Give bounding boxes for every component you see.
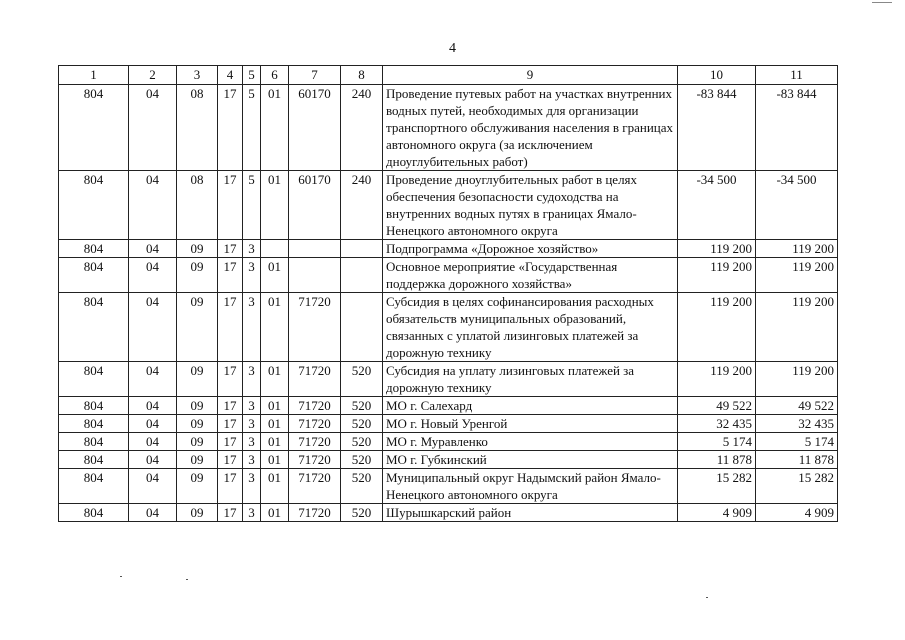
header-col-5: 5 [243,66,261,85]
cell-expense-type: 240 [341,171,383,240]
cell-subprogram: 3 [243,504,261,522]
cell-admin: 804 [59,504,129,522]
cell-expense-type: 520 [341,362,383,397]
cell-expense-type: 520 [341,451,383,469]
cell-activity: 01 [261,504,289,522]
cell-subsection: 09 [177,451,218,469]
cell-amount-11: 119 200 [756,240,838,258]
cell-amount-10: 15 282 [678,469,756,504]
cell-direction: 71720 [289,362,341,397]
cell-subprogram: 3 [243,469,261,504]
cell-amount-11: 11 878 [756,451,838,469]
cell-subprogram: 5 [243,85,261,171]
cell-subprogram: 3 [243,433,261,451]
cell-direction: 71720 [289,415,341,433]
table-row [59,362,838,397]
budget-table [58,65,838,522]
cell-subprogram: 3 [243,415,261,433]
header-col-11: 11 [756,66,838,85]
cell-admin: 804 [59,240,129,258]
header-col-9: 9 [383,66,678,85]
cell-amount-11: -83 844 [756,85,838,171]
cell-direction: 60170 [289,171,341,240]
cell-description: Проведение путевых работ на участках внутренних водных путей, необходимых для организации транспортного обслуживания населения в границах автономного округа (за исключением дноуглубительных работ) [383,85,678,171]
cell-amount-11: 119 200 [756,362,838,397]
scan-mark [872,2,892,3]
cell-expense-type [341,240,383,258]
table-row [59,171,838,240]
cell-admin: 804 [59,293,129,362]
scan-mark [186,579,188,580]
cell-description: Субсидия на уплату лизинговых платежей за дорожную технику [383,362,678,397]
cell-subsection: 09 [177,433,218,451]
cell-direction [289,258,341,293]
cell-subsection: 08 [177,85,218,171]
cell-subsection: 09 [177,240,218,258]
cell-amount-10: 119 200 [678,362,756,397]
cell-expense-type: 520 [341,469,383,504]
cell-subsection: 09 [177,293,218,362]
header-col-10: 10 [678,66,756,85]
cell-description: МО г. Губкинский [383,451,678,469]
cell-admin: 804 [59,85,129,171]
cell-description: МО г. Новый Уренгой [383,415,678,433]
cell-direction: 71720 [289,397,341,415]
cell-activity: 01 [261,397,289,415]
cell-expense-type: 520 [341,504,383,522]
cell-subprogram: 3 [243,362,261,397]
cell-amount-10: 32 435 [678,415,756,433]
cell-description: МО г. Салехард [383,397,678,415]
cell-amount-10: 119 200 [678,240,756,258]
header-col-7: 7 [289,66,341,85]
cell-amount-11: 119 200 [756,258,838,293]
cell-amount-11: 15 282 [756,469,838,504]
cell-activity: 01 [261,85,289,171]
cell-description: Субсидия в целях софинансирования расходных обязательств муниципальных образований, связанных с уплатой лизинговых платежей за дорожную технику [383,293,678,362]
cell-admin: 804 [59,362,129,397]
cell-expense-type: 520 [341,433,383,451]
cell-activity: 01 [261,293,289,362]
header-col-1: 1 [59,66,129,85]
cell-section: 04 [129,258,177,293]
cell-expense-type: 240 [341,85,383,171]
cell-amount-11: 4 909 [756,504,838,522]
cell-section: 04 [129,293,177,362]
cell-subprogram: 3 [243,397,261,415]
cell-program: 17 [218,240,243,258]
cell-subprogram: 3 [243,240,261,258]
cell-activity: 01 [261,451,289,469]
table-row [59,293,838,362]
cell-expense-type: 520 [341,415,383,433]
header-col-4: 4 [218,66,243,85]
page-number: 4 [449,41,456,56]
cell-program: 17 [218,451,243,469]
cell-amount-10: 5 174 [678,433,756,451]
table-row [59,433,838,451]
cell-activity: 01 [261,469,289,504]
cell-direction: 71720 [289,469,341,504]
table-row [59,85,838,171]
cell-amount-11: -34 500 [756,171,838,240]
cell-program: 17 [218,362,243,397]
cell-section: 04 [129,415,177,433]
cell-section: 04 [129,451,177,469]
cell-direction: 71720 [289,293,341,362]
cell-activity: 01 [261,362,289,397]
cell-amount-11: 49 522 [756,397,838,415]
cell-subprogram: 5 [243,171,261,240]
cell-section: 04 [129,85,177,171]
cell-amount-10: -83 844 [678,85,756,171]
cell-amount-11: 119 200 [756,293,838,362]
table-row [59,504,838,522]
cell-activity: 01 [261,171,289,240]
cell-admin: 804 [59,451,129,469]
header-col-8: 8 [341,66,383,85]
cell-program: 17 [218,469,243,504]
cell-amount-10: 4 909 [678,504,756,522]
cell-description: Основное мероприятие «Государственная поддержка дорожного хозяйства» [383,258,678,293]
cell-section: 04 [129,240,177,258]
cell-expense-type [341,293,383,362]
cell-subsection: 09 [177,362,218,397]
cell-activity: 01 [261,433,289,451]
table-row [59,415,838,433]
cell-admin: 804 [59,433,129,451]
table-row [59,258,838,293]
cell-admin: 804 [59,171,129,240]
cell-program: 17 [218,433,243,451]
cell-subsection: 09 [177,258,218,293]
cell-activity: 01 [261,258,289,293]
table-row [59,240,838,258]
cell-direction: 71720 [289,451,341,469]
cell-subprogram: 3 [243,451,261,469]
table-row [59,397,838,415]
cell-section: 04 [129,362,177,397]
cell-amount-10: -34 500 [678,171,756,240]
cell-subprogram: 3 [243,258,261,293]
cell-expense-type [341,258,383,293]
cell-admin: 804 [59,415,129,433]
cell-admin: 804 [59,397,129,415]
cell-activity: 01 [261,415,289,433]
cell-section: 04 [129,469,177,504]
cell-direction [289,240,341,258]
cell-amount-10: 119 200 [678,293,756,362]
cell-section: 04 [129,171,177,240]
cell-description: Муниципальный округ Надымский район Ямало-Ненецкого автономного округа [383,469,678,504]
table-row [59,469,838,504]
cell-admin: 804 [59,469,129,504]
cell-description: Проведение дноуглубительных работ в целях обеспечения безопасности судоходства на внутренних водных путях в границах Ямало-Ненецкого автономного округа [383,171,678,240]
cell-description: МО г. Муравленко [383,433,678,451]
cell-admin: 804 [59,258,129,293]
cell-program: 17 [218,397,243,415]
cell-program: 17 [218,415,243,433]
cell-direction: 71720 [289,433,341,451]
cell-expense-type: 520 [341,397,383,415]
header-col-2: 2 [129,66,177,85]
cell-program: 17 [218,171,243,240]
cell-amount-10: 119 200 [678,258,756,293]
cell-amount-10: 49 522 [678,397,756,415]
cell-direction: 60170 [289,85,341,171]
scan-mark [120,576,122,577]
cell-amount-11: 5 174 [756,433,838,451]
cell-description: Подпрограмма «Дорожное хозяйство» [383,240,678,258]
header-col-3: 3 [177,66,218,85]
cell-program: 17 [218,504,243,522]
header-col-6: 6 [261,66,289,85]
cell-subsection: 09 [177,397,218,415]
cell-subsection: 09 [177,415,218,433]
cell-section: 04 [129,504,177,522]
cell-amount-10: 11 878 [678,451,756,469]
header-row [59,66,838,85]
cell-section: 04 [129,397,177,415]
scan-mark [706,597,708,598]
cell-subsection: 09 [177,504,218,522]
cell-program: 17 [218,85,243,171]
cell-program: 17 [218,293,243,362]
cell-description: Шурышкарский район [383,504,678,522]
cell-subsection: 09 [177,469,218,504]
cell-subprogram: 3 [243,293,261,362]
cell-section: 04 [129,433,177,451]
cell-amount-11: 32 435 [756,415,838,433]
cell-program: 17 [218,258,243,293]
cell-activity [261,240,289,258]
cell-direction: 71720 [289,504,341,522]
table-row [59,451,838,469]
cell-subsection: 08 [177,171,218,240]
